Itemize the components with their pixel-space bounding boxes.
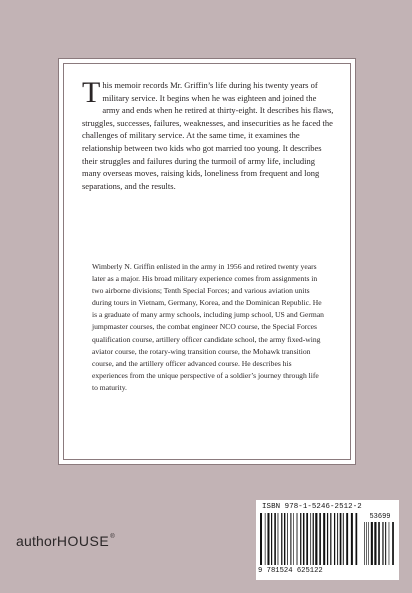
barcode-bar: [368, 522, 369, 565]
barcode-addon-bars: [364, 522, 396, 565]
barcode-bar: [284, 513, 285, 565]
barcode-bar: [287, 513, 288, 565]
publisher-logo: [16, 533, 115, 549]
barcode-bar: [303, 513, 304, 565]
barcode-bar: [267, 513, 269, 565]
author-bio: Wimberly N. Griffin enlisted in the army in 1956 and retired twenty years later as a major. His broad military experience comes from assignments in two airborne divisions; Tenth Special Forces; and various aviation units during tours in Vietnam, Germany, Korea, and the Dominican Republic. He is a graduate of many army schools, including jump school, US and German jumpmaster courses, the combat engineer NCO course, the Special Forces qualification course, artillery officer candidate school, the army fixed-wing aviator course, the rotary-wing transition course, the Mohawk transition course, and the artillery officer advanced course. He describes his experiences from the unique perspective of a soldier’s journey through life to maturity.: [92, 262, 324, 392]
barcode: [256, 500, 399, 580]
barcode-bar: [337, 513, 338, 565]
barcode-bar: [290, 513, 291, 565]
barcode-bar: [297, 513, 298, 565]
barcode-bar: [385, 522, 386, 565]
barcode-digits: 9 781524 625122: [258, 567, 323, 575]
drop-cap: T: [82, 76, 101, 109]
registered-mark: ®: [110, 534, 115, 540]
book-description-text: his memoir records Mr. Griffin’s life during his twenty years of military service. It begins when he was eighteen and joined the army and ends when he retired at thirty-eight. It describes his flaws, struggles, successes, failures, weaknesses, and insecurities as he faced the challenges of military service. At the same time, it examines the relationship between two kids who got married too young. It describes their struggles and failures during the turmoil of army life, including many overseas moves, raising kids, loneliness from frequent and long separations, and the results.: [82, 80, 334, 191]
book-description: [82, 76, 334, 192]
barcode-bar: [278, 513, 279, 565]
barcode-bar: [310, 513, 311, 565]
barcode-bar: [281, 513, 282, 565]
barcode-bar: [371, 522, 373, 565]
barcode-bar: [274, 513, 276, 565]
barcode-bar: [355, 513, 357, 565]
barcode-bar: [343, 513, 344, 565]
isbn-label: ISBN 978-1-5246-2512-2: [262, 503, 362, 511]
barcode-bar: [392, 522, 394, 565]
barcode-bar: [389, 522, 390, 565]
barcode-bar: [306, 513, 308, 565]
barcode-bar: [300, 513, 301, 565]
barcode-bars: [260, 513, 360, 565]
barcode-bar: [313, 513, 314, 565]
barcode-bar: [351, 513, 353, 565]
barcode-bar: [340, 513, 342, 565]
barcode-bar: [315, 513, 317, 565]
barcode-bar: [319, 513, 321, 565]
barcode-bar: [330, 513, 331, 565]
barcode-bar: [374, 522, 376, 565]
barcode-bar: [364, 522, 365, 565]
barcode-bar: [378, 522, 380, 565]
barcode-addon-number: 53699: [369, 513, 391, 521]
barcode-bar: [334, 513, 335, 565]
barcode-bar: [366, 522, 367, 565]
barcode-bar: [323, 513, 325, 565]
barcode-bar: [293, 513, 294, 565]
barcode-bar: [382, 522, 383, 565]
barcode-bar: [346, 513, 348, 565]
publisher-logo-author: author: [16, 533, 57, 549]
barcode-bar: [265, 513, 266, 565]
barcode-bar: [271, 513, 272, 565]
barcode-bar: [327, 513, 328, 565]
barcode-bar: [260, 513, 262, 565]
publisher-logo-house: HOUSE: [56, 533, 110, 549]
